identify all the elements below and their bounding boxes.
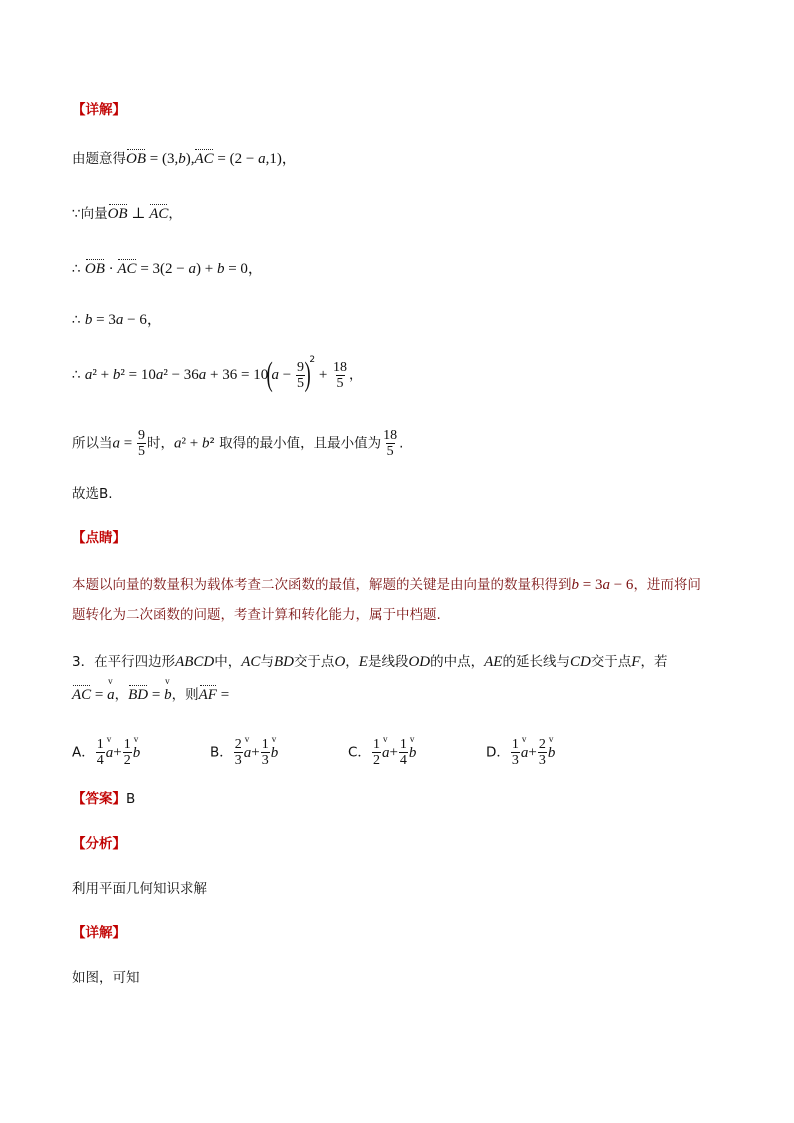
text: 是线段: [367, 654, 409, 670]
text: 中，: [214, 654, 242, 670]
fraction-9-5: [137, 428, 146, 459]
note-line-2: 题转化为二次函数的问题，考查计算和转化能力，属于中档题.: [72, 607, 441, 623]
math: ² = 10: [120, 367, 156, 383]
var-a: a: [602, 577, 610, 593]
math: +: [315, 367, 332, 383]
vector-bd: BD: [128, 687, 149, 703]
option-a[interactable]: [72, 737, 140, 768]
text: ∴: [72, 261, 85, 277]
text: 与: [260, 654, 274, 670]
solution-line-6: [72, 428, 403, 459]
solution-line-3: [72, 262, 263, 277]
detail-text: 如图，可知: [72, 970, 140, 986]
var: BD: [273, 654, 294, 670]
text: 的延长线与: [502, 654, 570, 670]
text: 的中点，: [430, 654, 485, 670]
var-a: a: [271, 367, 280, 383]
fraction: [123, 737, 132, 768]
option-b[interactable]: [210, 737, 278, 768]
var-a: a: [112, 435, 120, 452]
fraction: [538, 737, 547, 768]
solution-line-5: [72, 354, 363, 393]
numerator: 9: [297, 359, 305, 375]
math: ) +: [195, 261, 217, 277]
vector-b: v b: [548, 746, 556, 761]
math: ·: [104, 261, 118, 277]
var-b: b: [84, 312, 93, 328]
vector-ac: AC: [194, 151, 214, 167]
var-b: b: [112, 367, 121, 383]
option-c[interactable]: [348, 737, 416, 768]
numerator: 9: [137, 428, 145, 443]
math: ² − 36: [163, 367, 199, 383]
denominator: 5: [297, 375, 305, 391]
var: AE: [484, 654, 503, 670]
math: = (3,: [146, 151, 179, 167]
math: =: [91, 687, 108, 703]
option-label: D．: [486, 744, 510, 761]
answer-value: B: [126, 791, 136, 807]
solution-line-7: 故选B.: [72, 486, 113, 502]
fraction: [399, 737, 408, 768]
math: =: [120, 435, 136, 452]
var-a: a: [258, 151, 266, 167]
text: ，则: [171, 687, 199, 703]
var-a: a: [188, 261, 196, 277]
left-paren: (: [266, 356, 273, 393]
text: 本题以向量的数量积为载体考查二次函数的最值，解题的关键是由向量的数量积得到: [72, 577, 572, 593]
vector-ob: OB: [84, 261, 105, 277]
math: ² +: [92, 367, 113, 383]
math: = 3: [579, 577, 603, 593]
text: ，: [349, 367, 363, 383]
plus: +: [113, 744, 122, 761]
fraction-18-5: [332, 360, 348, 391]
option-label: A．: [72, 744, 95, 761]
denominator: 3: [234, 753, 242, 768]
fraction-18-5: [382, 428, 398, 459]
section-heading-detail: 【详解】: [72, 102, 126, 118]
text: 时，: [146, 435, 174, 452]
analysis-text: 利用平面几何知识求解: [72, 881, 207, 897]
var-a: a: [155, 367, 164, 383]
math: − 6，: [123, 312, 162, 328]
math: + 36 = 10: [206, 367, 269, 383]
var: ABCD: [175, 654, 215, 670]
text: 由题意得: [72, 151, 126, 167]
perp-symbol: ⊥: [127, 206, 150, 222]
text: 所以当: [72, 435, 113, 452]
vector-a: v a: [521, 746, 529, 761]
vector-b: v b: [133, 746, 141, 761]
math: =: [148, 687, 165, 703]
text: ，若: [640, 654, 668, 670]
numerator: 1: [123, 737, 131, 752]
var-b: b: [201, 435, 210, 452]
right-paren: ): [304, 356, 311, 393]
solution-line-4: [72, 313, 162, 328]
var-a: a: [173, 435, 182, 452]
math: ),: [185, 151, 195, 167]
fraction: [96, 737, 105, 768]
var-a: a: [115, 312, 124, 328]
var-a: a: [84, 367, 93, 383]
vector-b: v b: [164, 688, 172, 703]
numerator: 1: [261, 737, 269, 752]
var: E: [358, 654, 368, 670]
denominator: 5: [386, 444, 394, 459]
text: ，: [168, 206, 182, 222]
question-3-line-1: [72, 655, 667, 670]
text: ，: [345, 654, 359, 670]
var-a: a: [198, 367, 207, 383]
var: O: [334, 654, 346, 670]
text: ，: [114, 687, 129, 703]
vector-ac: AC: [117, 261, 137, 277]
denominator: 3: [538, 753, 546, 768]
denominator: 3: [261, 753, 269, 768]
denominator: 4: [399, 753, 407, 768]
vector-a: v a: [382, 746, 390, 761]
text: ² 取得的最小值，且最小值为: [209, 435, 382, 452]
vector-b: v b: [409, 746, 417, 761]
vector-af: AF: [198, 687, 217, 703]
answer-label: 【答案】: [72, 791, 126, 807]
math: = 0，: [224, 261, 263, 277]
denominator: 5: [137, 444, 145, 459]
numerator: 1: [399, 737, 407, 752]
vector-ac: AC: [149, 206, 169, 222]
vector-a: v a: [244, 746, 252, 761]
text: ，进而将问: [633, 577, 701, 593]
text: .: [399, 435, 404, 452]
numerator: 18: [333, 359, 348, 375]
fraction: [234, 737, 243, 768]
math: ² +: [181, 435, 202, 452]
plus: +: [251, 744, 260, 761]
math: = 3(2 −: [136, 261, 189, 277]
math: − 6: [609, 577, 634, 593]
exponent: 2: [309, 354, 316, 365]
var: CD: [569, 654, 591, 670]
var-b: b: [178, 151, 186, 167]
text: 交于点: [293, 654, 335, 670]
denominator: 5: [336, 375, 344, 391]
text: ∴: [72, 312, 85, 328]
math: ,1)，: [265, 151, 297, 167]
option-label: B．: [210, 744, 233, 761]
text: 交于点: [590, 654, 632, 670]
section-heading-detail-2: 【详解】: [72, 925, 126, 941]
fraction: [261, 737, 270, 768]
section-heading-analysis: 【分析】: [72, 836, 126, 852]
math: = 3: [92, 312, 116, 328]
plus: +: [528, 744, 537, 761]
vector-a: v a: [107, 688, 115, 703]
denominator: 4: [96, 753, 104, 768]
numerator: 18: [383, 428, 398, 443]
numerator: 2: [538, 737, 546, 752]
solution-line-2: [72, 207, 182, 222]
numerator: 1: [511, 737, 519, 752]
section-heading-note: 【点睛】: [72, 530, 126, 546]
var: OD: [408, 654, 431, 670]
plus: +: [389, 744, 398, 761]
var: F: [631, 654, 641, 670]
vector-ob: OB: [126, 151, 146, 167]
text: 3．在平行四边形: [72, 654, 176, 670]
minus: −: [279, 367, 296, 383]
vector-ob: OB: [107, 206, 128, 222]
var: AC: [241, 654, 261, 670]
fraction: [372, 737, 381, 768]
numerator: 1: [96, 737, 104, 752]
denominator: 3: [511, 753, 519, 768]
numerator: 2: [234, 737, 242, 752]
text: ∴: [72, 367, 85, 383]
note-line-1: [72, 578, 701, 593]
var-b: b: [571, 577, 579, 593]
vector-ac: AC: [72, 687, 92, 703]
math: = (2 −: [213, 151, 259, 167]
denominator: 2: [372, 753, 380, 768]
question-3-line-2: [72, 688, 229, 703]
vector-b: v b: [271, 746, 279, 761]
var-b: b: [216, 261, 225, 277]
solution-line-1: [72, 152, 297, 167]
option-d[interactable]: [486, 737, 555, 768]
numerator: 1: [372, 737, 380, 752]
math: =: [216, 687, 230, 703]
text: ∵向量: [72, 206, 108, 222]
option-label: C．: [348, 744, 371, 761]
vector-a: v a: [106, 746, 114, 761]
fraction: [511, 737, 520, 768]
answer-line: [72, 793, 135, 807]
denominator: 2: [123, 753, 131, 768]
